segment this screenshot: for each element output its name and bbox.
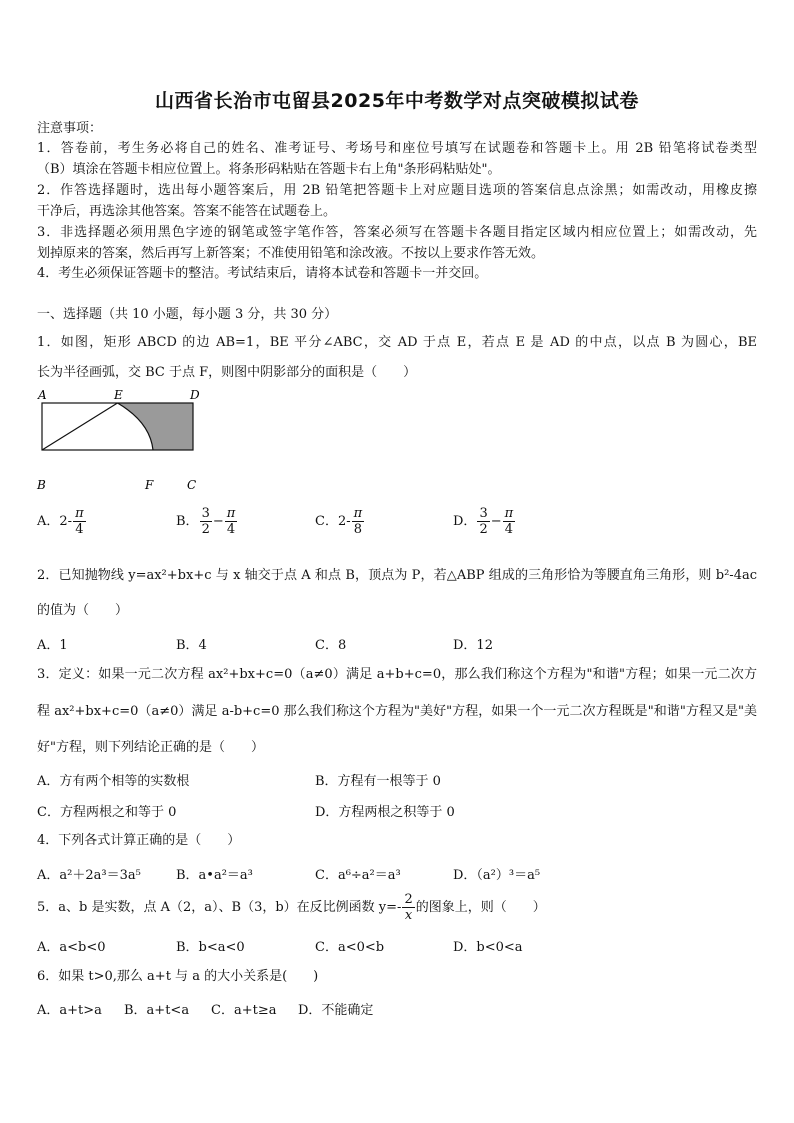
q1-label-f: F bbox=[145, 478, 154, 492]
q3-stem-line-2: 程 ax²+bx+c=0（a≠0）满足 a-b+c=0 那么我们称这个方程为"美好"方程，如果一个一元二次方程既是"和谐"方程又是"美 bbox=[37, 704, 757, 719]
q1-stem-line-2: 长为半径画弧，交 BC 于点 F，则图中阴影部分的面积是（ ） bbox=[37, 365, 417, 380]
q5-option-c[interactable]: C．a<0<b bbox=[315, 940, 385, 955]
q1-option-a[interactable]: A．2- $\frac{\pi}{4}$ bbox=[37, 506, 84, 537]
q3-option-b[interactable]: B．方程有一根等于 0 bbox=[315, 774, 441, 789]
q4-option-c[interactable]: C．a⁶÷a²＝a³ bbox=[315, 868, 401, 883]
q5-stem: 5．a、b 是实数，点 A（2，a）、B（3，b）在反比例函数 y=- $\frac{2}{x}$ 的图象上，则（ ） bbox=[37, 892, 546, 923]
q5-option-a[interactable]: A．a<b<0 bbox=[37, 940, 106, 955]
page-title: 山西省长治市屯留县2025年中考数学对点突破模拟试卷 bbox=[155, 90, 639, 112]
notice-heading: 注意事项： bbox=[37, 121, 103, 136]
q2-stem-line-2: 的值为（ ） bbox=[37, 603, 129, 618]
q4-stem: 4．下列各式计算正确的是（ ） bbox=[37, 833, 241, 848]
q1-option-c[interactable]: C．2- $\frac{\pi}{8}$ bbox=[315, 506, 363, 537]
q6-stem: 6．如果 t>0,那么 a+t 与 a 的大小关系是( ) bbox=[37, 969, 319, 984]
q3-stem-line-3: 好"方程，则下列结论正确的是（ ） bbox=[37, 740, 264, 755]
q6-option-a[interactable]: A．a+t>a bbox=[37, 1003, 102, 1018]
q1-option-d[interactable]: D． $\frac{3}{2}$ − $\frac{\pi}{4}$ bbox=[453, 506, 514, 537]
notice-line-1: 1．答卷前，考生务必将自己的姓名、准考证号、考场号和座位号填写在试题卷和答题卡上。用 2B 铅笔将试卷类型 bbox=[37, 141, 757, 156]
notice-line-7: 4．考生必须保证答题卡的整洁。考试结束后，请将本试卷和答题卡一并交回。 bbox=[37, 266, 488, 281]
notice-line-4: 干净后，再选涂其他答案。答案不能答在试题卷上。 bbox=[37, 204, 337, 219]
notice-line-2: （B）填涂在答题卡相应位置上。将条形码粘贴在答题卡右上角"条形码粘贴处"。 bbox=[37, 162, 501, 177]
q5-option-b[interactable]: B．b<a<0 bbox=[176, 940, 245, 955]
q1-label-a: A bbox=[38, 388, 47, 402]
q1-stem-line-1: 1．如图，矩形 ABCD 的边 AB=1，BE 平分∠ABC，交 AD 于点 E，若点 E 是 AD 的中点，以点 B 为圆心，BE bbox=[37, 335, 757, 350]
q3-stem-line-1: 3．定义：如果一元二次方程 ax²+bx+c=0（a≠0）满足 a+b+c=0，那么我们称这个方程为"和谐"方程；如果一元二次方 bbox=[37, 667, 757, 682]
q4-option-a[interactable]: A．a²＋2a³＝3a⁵ bbox=[37, 868, 141, 883]
q2-stem-line-1: 2．已知抛物线 y=ax²+bx+c 与 x 轴交于点 A 和点 B，顶点为 P，若△ABP 组成的三角形恰为等腰直角三角形，则 b²-4ac bbox=[37, 568, 757, 583]
q4-option-d[interactable]: D．（a²）³＝a⁵ bbox=[453, 868, 541, 883]
notice-line-6: 划掉原来的答案，然后再写上新答案；不准使用铅笔和涂改液。不按以上要求作答无效。 bbox=[37, 246, 545, 261]
section-heading: 一、选择题（共 10 小题，每小题 3 分，共 30 分） bbox=[37, 307, 338, 322]
q2-option-c[interactable]: C．8 bbox=[315, 638, 347, 653]
q6-option-b[interactable]: B．a+t<a bbox=[124, 1003, 190, 1018]
q1-label-b: B bbox=[37, 478, 46, 492]
q3-option-c[interactable]: C．方程两根之和等于 0 bbox=[37, 805, 177, 820]
notice-line-5: 3．非选择题必须用黑色字迹的钢笔或签字笔作答，答案必须写在答题卡各题目指定区域内相应位置上；如需改动，先 bbox=[37, 225, 757, 240]
q1-option-b[interactable]: B． $\frac{3}{2}$ − $\frac{\pi}{4}$ bbox=[176, 506, 236, 537]
q1-label-e: E bbox=[114, 388, 123, 402]
q1-label-c: C bbox=[187, 478, 197, 492]
q6-option-c[interactable]: C．a+t≥a bbox=[211, 1003, 277, 1018]
q2-option-d[interactable]: D．12 bbox=[453, 638, 493, 653]
q2-option-b[interactable]: B．4 bbox=[176, 638, 207, 653]
q1-label-d: D bbox=[190, 388, 200, 402]
q5-option-d[interactable]: D．b<0<a bbox=[453, 940, 523, 955]
q2-option-a[interactable]: A．1 bbox=[37, 638, 68, 653]
q3-option-a[interactable]: A．方有两个相等的实数根 bbox=[37, 774, 190, 789]
q1-figure-rectangle bbox=[32, 386, 207, 496]
notice-line-3: 2．作答选择题时，选出每小题答案后，用 2B 铅笔把答题卡上对应题目选项的答案信息点涂黑；如需改动，用橡皮擦 bbox=[37, 183, 757, 198]
q4-option-b[interactable]: B．a•a²＝a³ bbox=[176, 868, 253, 883]
q6-option-d[interactable]: D．不能确定 bbox=[298, 1003, 374, 1018]
q3-option-d[interactable]: D．方程两根之积等于 0 bbox=[315, 805, 455, 820]
